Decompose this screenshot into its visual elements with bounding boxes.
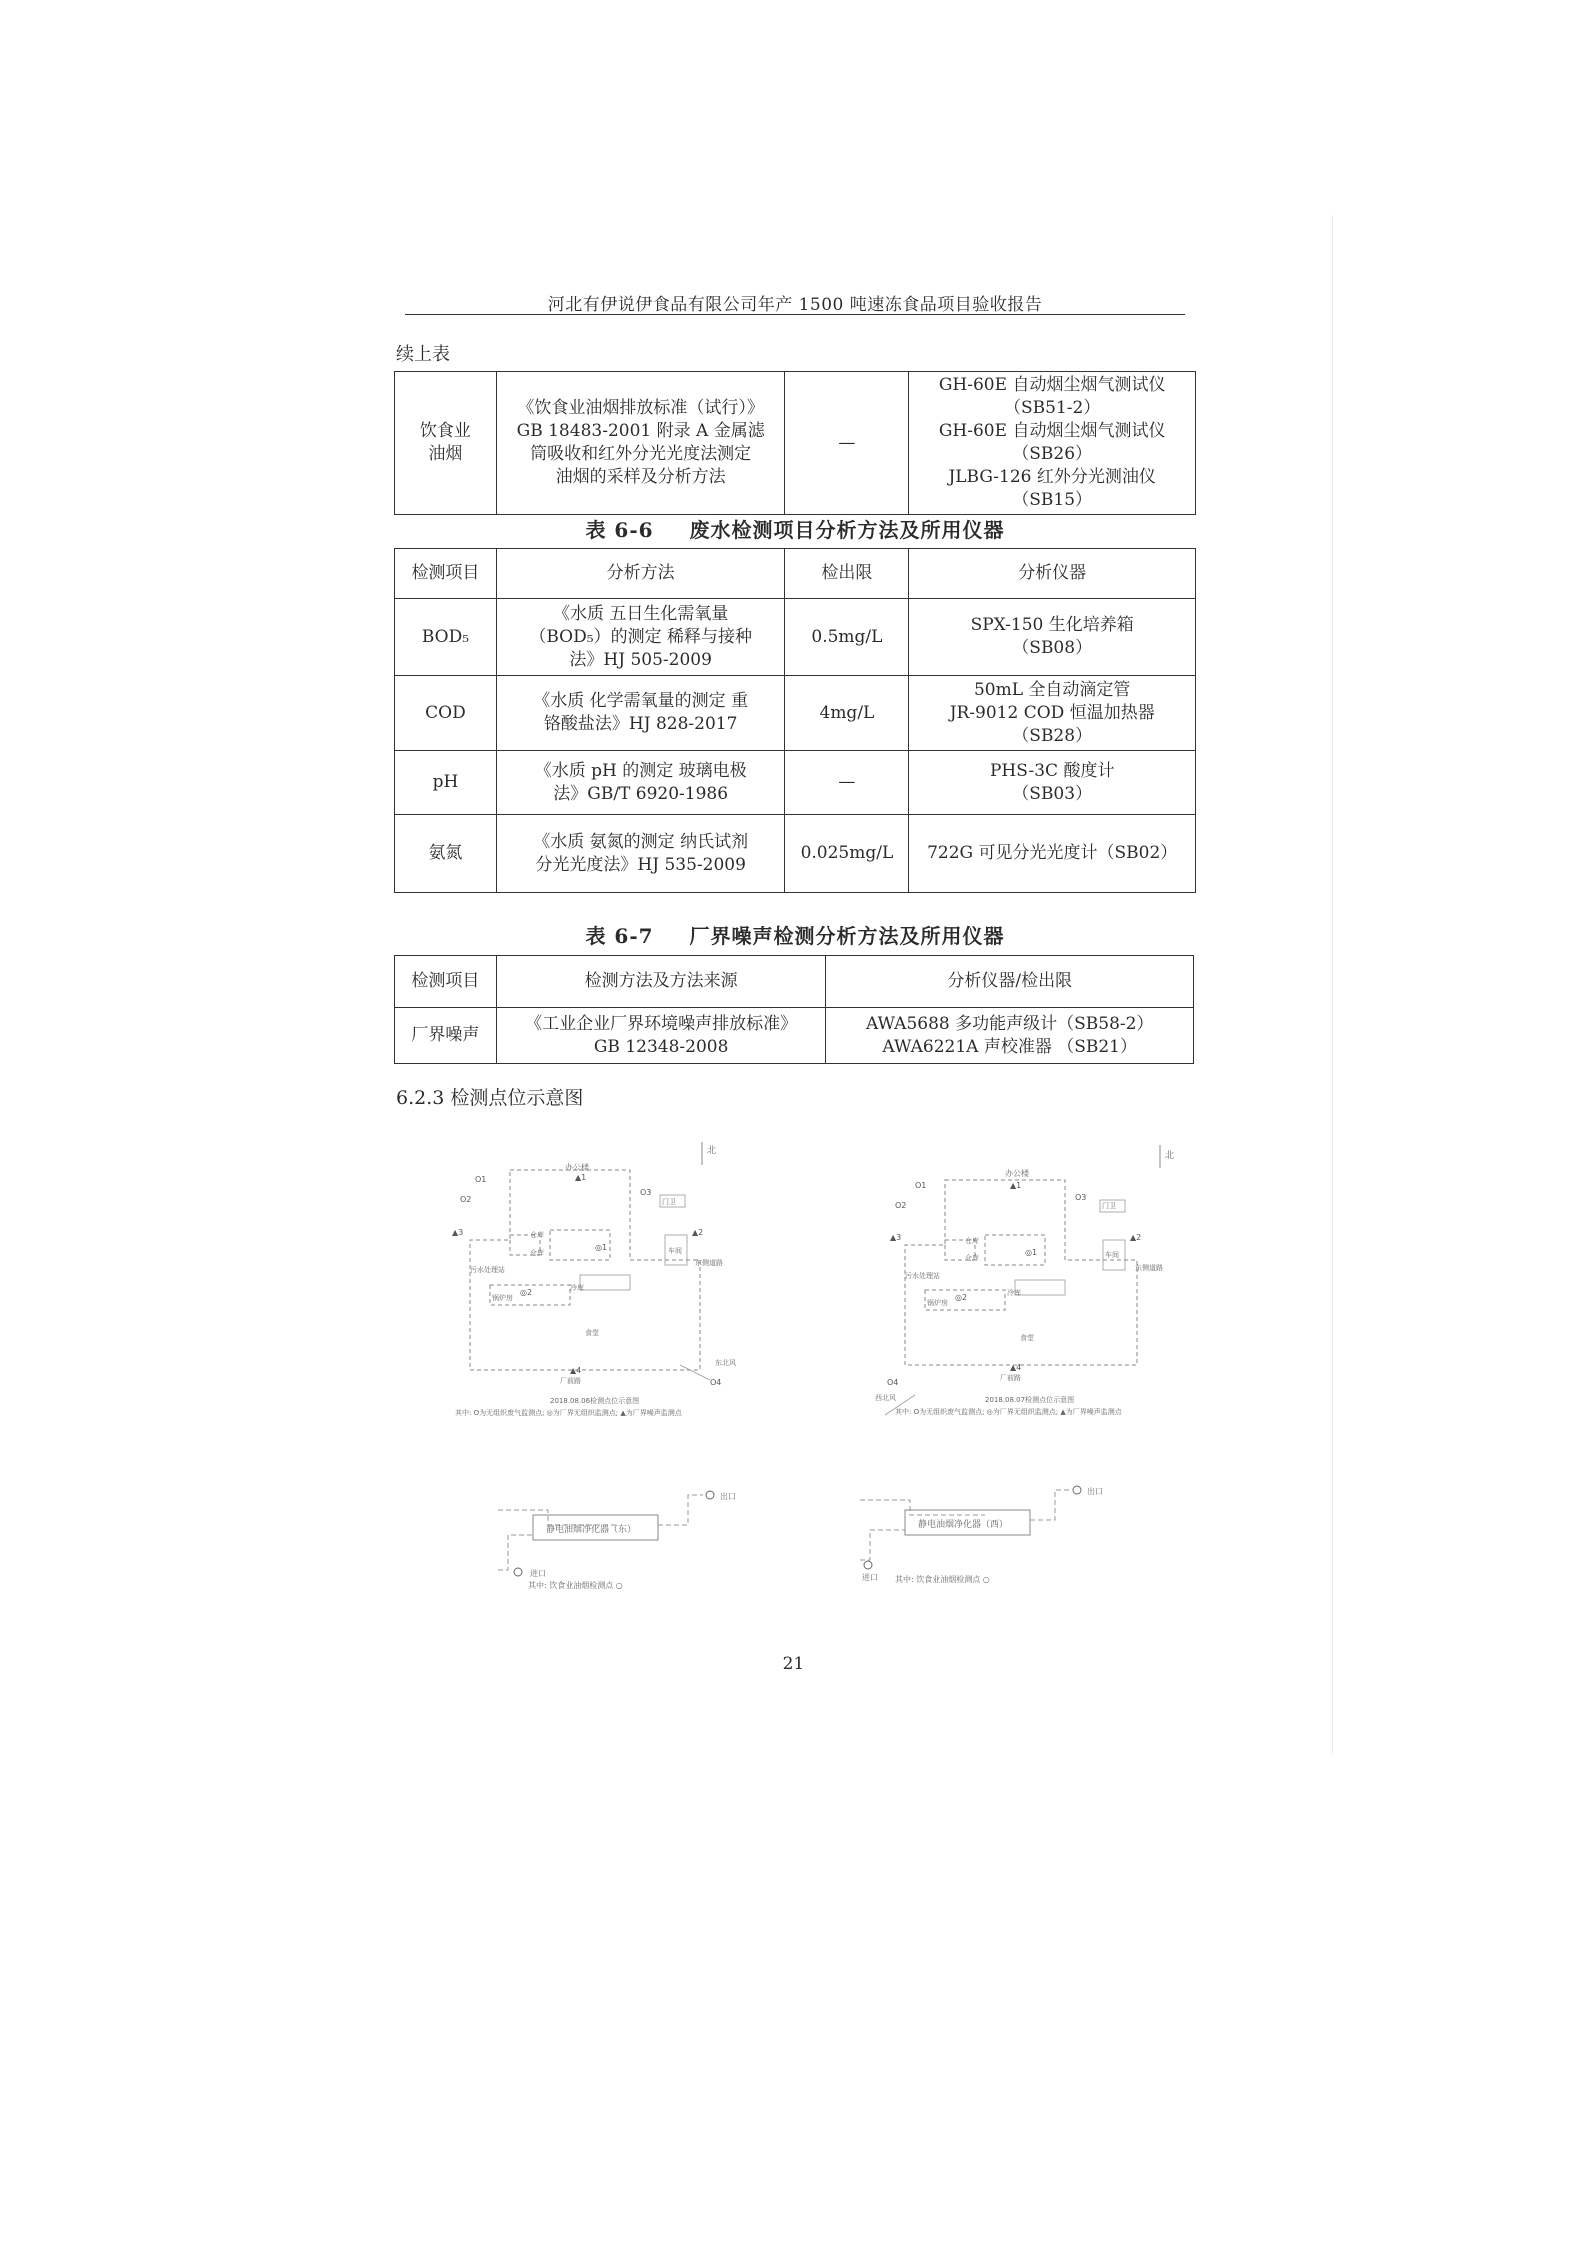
point-label: ▲3 [452,1228,464,1237]
table-number: 表 6-7 [585,924,654,948]
map-legend: 其中: O为无组织废气监测点; ◎为厂界无组织监测点; ▲为厂界噪声监测点 [895,1408,1122,1416]
wastewater-table [394,548,1196,893]
point-label: ◎2 [520,1288,533,1297]
point-label: ▲1 [575,1173,587,1182]
cell-item: 厂界噪声 [395,1008,497,1064]
map-label: 锅炉房 [927,1299,948,1307]
outlet-label: 出口 [720,1492,736,1501]
table-number: 表 6-6 [585,518,654,542]
header-rule [405,314,1185,315]
point-label: O1 [915,1181,927,1190]
page-header: 河北有伊说伊食品有限公司年产 1500 吨速冻食品项目验收报告 [547,295,1043,315]
fume-flow-right [850,1475,1125,1585]
map-label: 车间 [1105,1251,1119,1259]
table-row [395,1008,1194,1064]
map-label: 门卫 [662,1198,676,1206]
cell-instrument: SPX-150 生化培养箱 （SB08） [909,599,1196,676]
table-6-6-caption [394,514,1196,543]
map-label: 东北风 [715,1359,736,1367]
map-label: 办公楼 [1005,1169,1029,1178]
map-label: 车间 [668,1247,682,1255]
flow-legend: 其中: 饮食业油烟检测点 ○ [895,1575,990,1584]
point-label: O3 [640,1188,652,1197]
cell-instrument: GH-60E 自动烟尘烟气测试仪 （SB51-2） GH-60E 自动烟尘烟气测试仪 （SB26） JLBG-126 红外分光测油仪 （SB15） [909,372,1196,515]
map-label: 仓库 [965,1254,979,1262]
map-label: 食堂 [1020,1334,1034,1342]
map-label: 冷库 [1007,1289,1021,1297]
point-label: ◎1 [1025,1248,1038,1257]
continued-table [394,371,1196,515]
table-row [395,815,1196,893]
map-label: 仓库 [965,1237,979,1245]
cell-item: 氨氮 [395,815,497,893]
point-label: ◎2 [955,1293,968,1302]
map-caption: 2018.08.06检测点位示意图 [550,1397,640,1405]
point-label: O1 [475,1175,487,1184]
table-title: 厂界噪声检测分析方法及所用仪器 [689,924,1005,948]
map-label: 厂前路 [560,1377,581,1385]
site-map-left [430,1140,770,1450]
map-label: 西北风 [875,1394,896,1402]
cell-method: 《水质 化学需氧量的测定 重 铬酸盐法》HJ 828-2017 [496,676,785,751]
device-label: 静电油烟净化器（东） [546,1525,637,1535]
north-label: 北 [1165,1151,1175,1161]
point-label: O2 [895,1201,907,1210]
table-header-row [395,956,1194,1008]
cell-item: 饮食业 油烟 [395,372,497,515]
noise-table [394,955,1194,1064]
header-cell: 分析仪器/检出限 [826,956,1194,1008]
map-label: 办公楼 [565,1163,589,1172]
point-label: ▲1 [1010,1181,1022,1190]
table-row [395,599,1196,676]
table-title: 废水检测项目分析方法及所用仪器 [689,518,1005,542]
cell-method: 《水质 pH 的测定 玻璃电极 法》GB/T 6920-1986 [496,751,785,815]
table-row [395,676,1196,751]
inlet-label: 进口 [862,1573,878,1582]
map-label: 仓库 [530,1249,544,1257]
point-label: ▲2 [692,1228,704,1237]
table-header-row [395,549,1196,599]
page-number: 21 [782,1654,805,1674]
map-label: 食堂 [585,1329,599,1337]
cell-limit: 0.5mg/L [785,599,909,676]
cell-instrument: 722G 可见分光光度计（SB02） [909,815,1196,893]
map-label: 锅炉房 [492,1294,513,1302]
point-label: O4 [710,1378,722,1387]
outlet-label: 出口 [1087,1487,1103,1496]
map-label: 冷库 [570,1284,584,1292]
point-label: ▲2 [1130,1233,1142,1242]
header-cell: 检出限 [785,549,909,599]
cell-item: pH [395,751,497,815]
map-label: 污水处理站 [470,1266,505,1274]
scan-edge-line [1332,215,1333,1755]
flow-legend: 其中: 饮食业油烟检测点 ○ [528,1581,623,1590]
point-label: ▲3 [890,1233,902,1242]
point-label: ▲4 [1010,1363,1022,1372]
cell-instrument: AWA5688 多功能声级计（SB58-2） AWA6221A 声校准器 （SB21） [826,1008,1194,1064]
point-label: O2 [460,1195,472,1204]
device-label: 静电油烟净化器（西） [918,1520,1009,1530]
point-label: ▲4 [570,1366,582,1375]
site-map-right [875,1140,1205,1450]
cell-limit: — [785,372,909,515]
header-cell: 检测项目 [395,956,497,1008]
header-cell: 分析方法 [496,549,785,599]
map-label: 仓库 [530,1231,544,1239]
cell-method: 《水质 五日生化需氧量 （BOD₅）的测定 稀释与接种 法》HJ 505-2009 [496,599,785,676]
cell-limit: 4mg/L [785,676,909,751]
point-label: O3 [1075,1193,1087,1202]
map-label: 门卫 [1102,1202,1116,1210]
header-cell: 分析仪器 [909,549,1196,599]
map-legend: 其中: O为无组织废气监测点; ◎为厂界无组织监测点; ▲为厂界噪声监测点 [455,1409,682,1417]
cell-method: 《饮食业油烟排放标准（试行）》 GB 18483-2001 附录 A 金属滤 筒吸收和红外分光光度法测定 油烟的采样及分析方法 [496,372,785,515]
point-label: O4 [887,1378,899,1387]
fume-flow-left [488,1480,758,1590]
cell-method: 《工业企业厂界环境噪声排放标准》 GB 12348-2008 [496,1008,826,1064]
table-6-7-caption [394,920,1196,949]
section-heading: 6.2.3 检测点位示意图 [396,1087,584,1109]
map-label: 东侧道路 [1135,1264,1163,1272]
header-cell: 检测项目 [395,549,497,599]
cell-limit: 0.025mg/L [785,815,909,893]
cell-method: 《水质 氨氮的测定 纳氏试剂 分光光度法》HJ 535-2009 [496,815,785,893]
point-label: ◎1 [595,1243,608,1252]
map-label: 厂前路 [1000,1374,1021,1382]
continuation-label: 续上表 [396,344,450,365]
table-row [395,372,1196,515]
table-row [395,751,1196,815]
cell-limit: — [785,751,909,815]
cell-instrument: PHS-3C 酸度计 （SB03） [909,751,1196,815]
map-label: 东侧道路 [695,1259,723,1267]
map-label: 污水处理站 [905,1272,940,1280]
header-cell: 检测方法及方法来源 [496,956,826,1008]
cell-item: BOD₅ [395,599,497,676]
cell-instrument: 50mL 全自动滴定管 JR-9012 COD 恒温加热器 （SB28） [909,676,1196,751]
north-label: 北 [707,1146,717,1156]
cell-item: COD [395,676,497,751]
map-caption: 2018.08.07检测点位示意图 [985,1396,1075,1404]
inlet-label: 进口 [530,1569,546,1578]
